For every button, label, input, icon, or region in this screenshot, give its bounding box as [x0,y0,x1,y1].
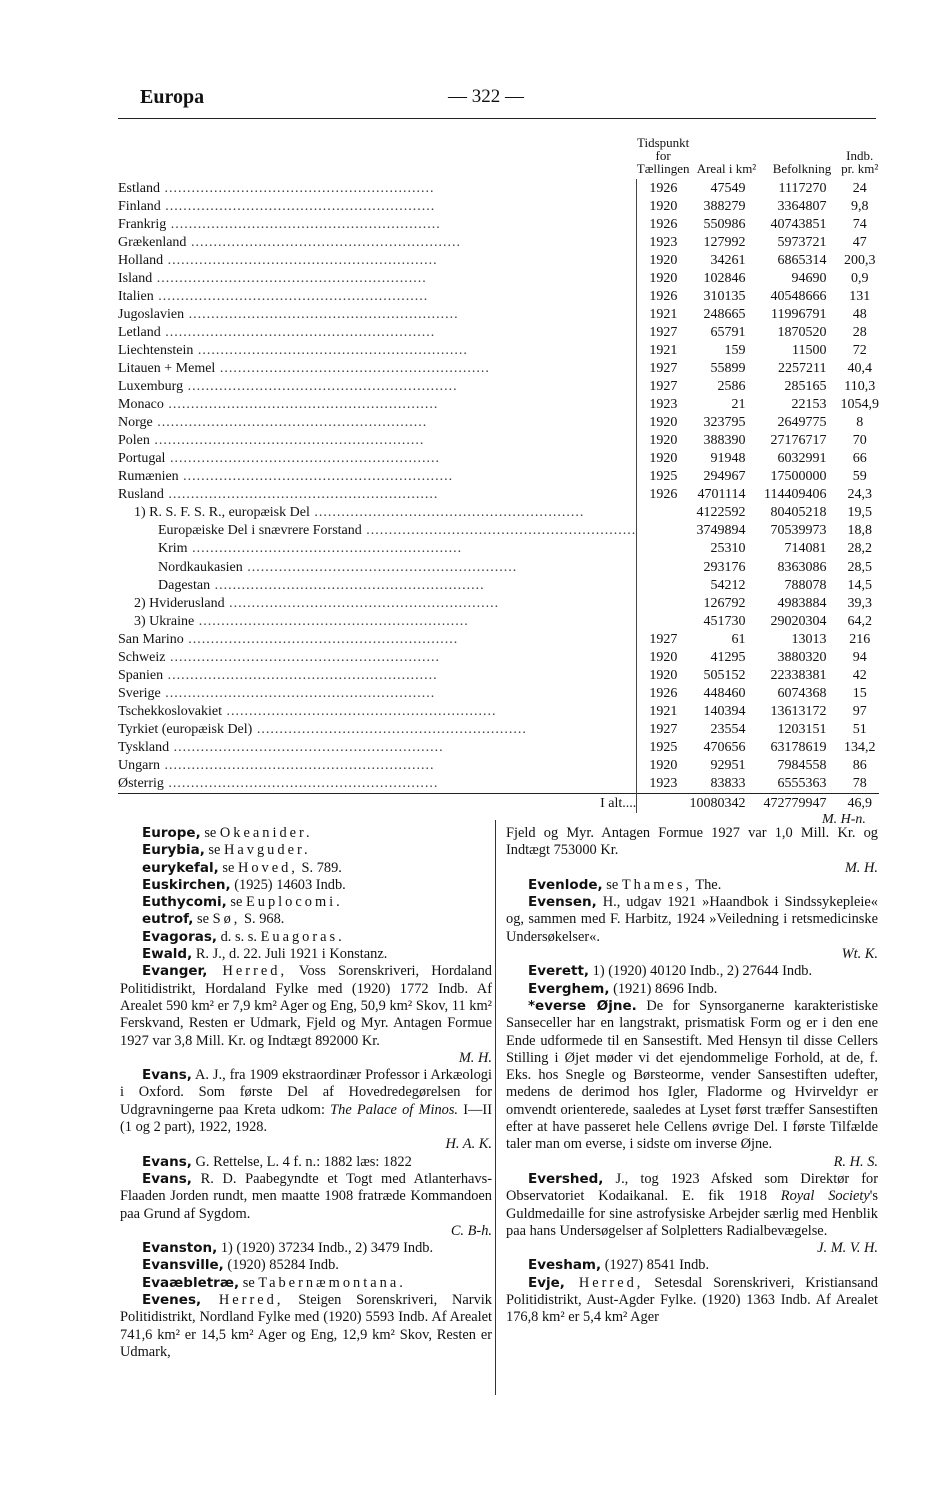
header-rule [118,118,876,119]
population-value: 22153 [791,397,827,413]
entry-evenes-signature: M. H. [844,859,878,876]
population-value: 80405218 [770,505,827,521]
leader-dots: ............................................................ [152,415,428,431]
table-row [118,558,879,576]
density-value: 15 [852,685,867,701]
population-value: 8363086 [777,559,827,575]
area-value: 310135 [703,288,746,304]
density-value: 47 [852,234,867,250]
country-name: Italien ............................................................ [118,288,429,304]
page-number: — 322 — [448,86,524,107]
country-name: Tschekkoslovakiet ............................................................ [118,703,497,719]
table-row [118,702,879,720]
census-year: 1927 [637,630,690,648]
entry-euskirchen: Euskirchen, (1925) 14603 Indb. [142,876,346,893]
country-name: Polen ............................................................ [118,433,425,449]
area-value: 388390 [703,433,746,449]
population-value: 3880320 [777,649,827,665]
table-row [118,378,879,396]
table-row [118,414,879,432]
leader-dots: ............................................................ [178,469,454,485]
page-region-title: Europa [140,86,205,108]
total-population: 472779947 [763,793,840,813]
area-value: 2586 [717,379,746,395]
country-name: Holland ............................................................ [118,252,438,268]
leader-dots: ............................................................ [165,649,440,665]
census-year [637,594,690,612]
leader-dots: ............................................................ [194,613,469,629]
country-name: Europæiske Del i snævrere Forstand ............................................................ [158,523,637,539]
population-value: 70539973 [770,523,827,539]
country-name: Letland ............................................................ [118,324,436,340]
entry-euthycomi: Euthycomi, se Euplocomi. [142,894,343,911]
population-value: 1870520 [777,324,827,340]
country-name: Luxemburg ............................................................ [118,379,458,395]
census-year: 1926 [637,179,690,197]
area-value: 294967 [703,469,746,485]
leader-dots: ............................................................ [166,216,441,232]
table-row [118,269,879,287]
area-value: 65791 [710,324,746,340]
country-name: Island ............................................................ [118,270,427,286]
leader-dots: ............................................................ [163,252,438,268]
leader-dots: ............................................................ [242,559,518,575]
entry-evans-rd-signature: C. B-h. [450,1222,492,1239]
census-year: 1923 [637,396,690,414]
population-value: 13013 [791,631,827,647]
country-name: Litauen + Memel ............................................................ [118,360,490,376]
population-value: 285165 [784,379,827,395]
area-value: 4122592 [696,505,746,521]
population-value: 788078 [784,577,827,593]
col-density: Indb. pr. km² [841,148,879,176]
table-row [118,576,879,594]
leader-dots: ............................................................ [165,451,440,467]
census-year: 1925 [637,468,690,486]
area-value: 21 [731,397,746,413]
country-name: Monaco ............................................................ [118,397,439,413]
table-row [118,612,879,630]
population-value: 1117270 [778,180,827,196]
country-name: Dagestan ............................................................ [158,577,485,593]
entry-eurybia: Eurybia, se Havguder. [142,842,311,859]
area-value: 4701114 [697,487,746,503]
leader-dots: ............................................................ [309,505,585,521]
census-year: 1923 [637,233,690,251]
country-name: Estland ............................................................ [118,180,435,196]
country-name: Ungarn ............................................................ [118,758,435,774]
country-name: Krim ............................................................ [158,541,463,557]
area-value: 126792 [703,595,746,611]
leader-dots: ............................................................ [187,541,463,557]
population-value: 6032991 [777,451,827,467]
leader-dots: ............................................................ [184,306,459,322]
leader-dots: ............................................................ [224,595,500,611]
leader-dots: ............................................................ [153,288,429,304]
area-value: 54212 [710,577,746,593]
entry-evje: Evje, Herred, Setesdal Sorenskriveri, Kristiansand Politidistrikt, Aust-Agder Fylke. (1920) 1363 Indb. Af Arealet 176,8 km² er 5,4 km² Ager [506,1274,878,1326]
country-name: Nordkaukasien ............................................................ [158,559,518,575]
leader-dots: ............................................................ [163,397,439,413]
column-divider [495,820,496,1395]
country-name: San Marino ............................................................ [118,631,459,647]
density-value: 64,2 [847,613,872,629]
table-row [118,594,879,612]
area-value: 159 [724,342,746,358]
area-value: 248665 [703,306,746,322]
population-value: 22338381 [770,667,827,683]
entry-evans-g: Evans, G. Rettelse, L. 4 f. n.: 1882 læs: 1822 [142,1153,412,1170]
area-value: 448460 [703,685,746,701]
entry-evenes: Evenes, Herred, Steigen Sorenskriveri, Narvik Politidistrikt, Nordland Fylke med (1920) 5593 Indb. Af Arealet 741,6 km² er 14,5 km² Ager og Eng, 12,9 km² Skov, Resten er Udmark, [120,1292,492,1360]
census-year [637,612,690,630]
leader-dots: ............................................................ [152,270,427,286]
census-year: 1920 [637,757,690,775]
entry-evaaebletrae: Evaæbletræ, se Tabernæmontana. [142,1274,406,1291]
leader-dots: ............................................................ [215,360,490,376]
area-value: 505152 [703,667,746,683]
area-value: 323795 [703,415,746,431]
density-value: 97 [852,703,867,719]
area-value: 91948 [710,451,746,467]
census-year: 1920 [637,450,690,468]
population-value: 3364807 [777,198,827,214]
area-value: 61 [731,631,746,647]
entry-everse-signature: R. H. S. [833,1153,878,1170]
entry-eurykefal: eurykefal, se Hoved, S. 789. [142,859,342,876]
total-year [637,793,690,813]
entry-eutrof: eutrof, se Sø, S. 968. [142,911,285,928]
table-signature: M. H-n. [822,812,866,827]
population-value: 114409406 [763,487,827,503]
leader-dots: ............................................................ [160,180,435,196]
table-row [118,540,879,558]
census-year: 1920 [637,648,690,666]
density-value: 8 [856,415,864,431]
table-row [118,450,879,468]
census-year: 1927 [637,378,690,396]
census-year: 1926 [637,287,690,305]
entry-evagoras: Evagoras, d. s. s. Euagoras. [142,928,345,945]
leader-dots: ............................................................ [361,523,637,539]
census-year: 1926 [637,215,690,233]
entry-evanger: Evanger, Herred, Voss Sorenskriveri, Hordaland Politidistrikt, Hordaland Fylke med (1920) 1772 Indb. Af Arealet 590 km² er 7,9 km² Ager og Eng, 50,9 km² Skov, 11 km² Ferskvand, Resten er Udmark, Fjeld og Myr. Antagen Formue 1927 var 3,8 Mill. Kr. og Indtægt 892000 Kr. [120,963,492,1049]
census-year: 1926 [637,684,690,702]
total-area: 10080342 [689,793,763,813]
table-row [118,396,879,414]
density-value: 28,5 [847,559,872,575]
census-year: 1920 [637,197,690,215]
entry-evenes-continued: Fjeld og Myr. Antagen Formue 1927 var 1,0 Mill. Kr. og Indtægt 753000 Kr. [506,825,878,859]
table-row [118,630,879,648]
density-value: 14,5 [847,577,872,593]
population-value: 4983884 [777,595,827,611]
table-row [118,251,879,269]
census-year [637,522,690,540]
area-value: 55899 [710,360,746,376]
table-row [118,323,879,341]
density-value: 9,8 [850,198,869,214]
leader-dots: ............................................................ [160,758,435,774]
col-census: Tidspunkt for Tællingen [636,135,690,176]
table-row [118,233,879,251]
entry-ewald: Ewald, R. J., d. 22. Juli 1921 i Konstanz. [142,946,388,963]
area-value: 25310 [710,541,746,557]
density-value: 66 [852,451,867,467]
density-value: 1054,9 [840,397,879,413]
table-row [118,215,879,233]
leader-dots: ............................................................ [163,667,438,683]
table-row [118,432,879,450]
area-value: 47549 [710,180,746,196]
entry-evesham: Evesham, (1927) 8541 Indb. [528,1257,710,1274]
density-value: 51 [852,721,867,737]
population-value: 6555363 [777,776,827,792]
population-value: 17500000 [770,469,827,485]
table-row [118,287,879,305]
entry-evans-rd: Evans, R. D. Paabegyndte et Togt med Atlanterhavs-Flaaden Jorden rundt, men maatte 1908 fratræde Kommandoen paa Grund af Sygdom. [120,1170,492,1222]
table-row [118,504,879,522]
country-name: Schweiz ............................................................ [118,649,440,665]
density-value: 39,3 [847,595,872,611]
table-row [118,305,879,323]
entry-evans-aj: Evans, A. J., fra 1909 ekstraordinær Professor i Arkæologi i Oxford. Som første Del af Hovedredegørelsen for Udgravningerne paa Kreta udkom: The Palace of Minos. I—II (1 og 2 part), 1922, 1928. [120,1067,492,1136]
area-value: 3749894 [696,523,746,539]
col-name [118,136,637,179]
leader-dots: ............................................................ [163,487,439,503]
entry-evanger-signature: M. H. [458,1049,492,1066]
census-year: 1920 [637,251,690,269]
left-column [120,825,492,1361]
census-year [637,504,690,522]
country-name: Tyskland ............................................................ [118,739,444,755]
leader-dots: ............................................................ [163,776,439,792]
census-year: 1920 [637,269,690,287]
table-row [118,666,879,684]
country-name: 1) R. S. F. S. R., europæisk Del ............................................................ [134,505,585,521]
population-value: 27176717 [770,433,827,449]
density-value: 42 [852,667,867,683]
census-year: 1923 [637,775,690,794]
country-name: Norge ............................................................ [118,415,428,431]
density-value: 59 [852,469,867,485]
table-row [118,341,879,359]
density-value: 86 [852,758,867,774]
population-value: 2257211 [777,360,827,376]
density-value: 40,4 [847,360,872,376]
census-year: 1920 [637,414,690,432]
table-row [118,775,879,794]
leader-dots: ............................................................ [160,198,436,214]
entry-evensen-signature: Wt. K. [841,946,878,963]
census-year [637,540,690,558]
leader-dots: ............................................................ [183,631,459,647]
table-row [118,720,879,738]
entry-evanston: Evanston, 1) (1920) 37234 Indb., 2) 3479 Indb. [142,1240,434,1257]
density-value: 28,2 [847,541,872,557]
leader-dots: ............................................................ [252,721,527,737]
table-row [118,468,879,486]
population-table [118,136,879,813]
table-row [118,486,879,504]
area-value: 550986 [703,216,746,232]
density-value: 134,2 [843,739,876,755]
country-name: Spanien ............................................................ [118,667,438,683]
census-year: 1921 [637,305,690,323]
census-year: 1927 [637,323,690,341]
leader-dots: ............................................................ [210,577,485,593]
population-value: 63178619 [770,739,827,755]
population-value: 40548666 [770,288,827,304]
density-value: 18,8 [847,523,872,539]
table-body [118,179,879,813]
census-year: 1927 [637,359,690,377]
country-name: Grækenland ............................................................ [118,234,461,250]
density-value: 70 [852,433,867,449]
density-value: 19,5 [847,505,872,521]
right-column [506,825,878,1327]
entry-evensen: Evensen, H., udgav 1921 »Haandbok i Sindssykepleie« og, sammen med F. Harbitz, 1924 »Veiledning i retsmedicinske Undersøkelser«. [506,894,878,945]
density-value: 72 [852,342,867,358]
density-value: 216 [849,631,871,647]
population-value: 5973721 [777,234,827,250]
census-year: 1920 [637,432,690,450]
area-value: 83833 [710,776,746,792]
leader-dots: ............................................................ [160,685,436,701]
table-row [118,757,879,775]
area-value: 34261 [710,252,746,268]
table-row [118,197,879,215]
table-row [118,522,879,540]
census-year [637,576,690,594]
country-name: Rumænien ............................................................ [118,469,454,485]
entry-europe: Europe, se Okeanider. [142,825,313,841]
population-value: 1203151 [777,721,827,737]
area-value: 451730 [703,613,746,629]
area-value: 470656 [703,739,746,755]
census-year: 1926 [637,486,690,504]
entry-evershed: Evershed, J., tog 1923 Afsked som Direktør for Observatoriet Kodaikanal. E. fik 1918 Royal Society's Guldmedaille for sine astrofysiske Arbejder særlig med Henblik paa hans Undersøgelser af Solpletters Radialbevægelse. [506,1170,878,1239]
density-value: 0,9 [850,270,869,286]
total-label: I alt.... [118,793,637,813]
country-name: Jugoslavien ............................................................ [118,306,459,322]
table-row [118,648,879,666]
entry-everse-ojne: *everse Øjne. De for Synsorganerne karakteristiske Sanseceller har en langstrakt, prismatisk Form og er i den ene Ende udformede til en Sansestift. Med Hensyn til disse Cellers Stilling i Øjet møder vi det ejendommelige Forhold, at de, f. Eks. hos Snegle og Børsteorme, vender Sansestiften udefter, medens de derimod hos Igler, Fladorme og Hvirveldyr er omvendt orienterede, saaledes at Lyset først træffer Sansestiften efter at have passeret hele Cellens øvrige Del. I første Tilfælde taler man om everse, i sidste om inverse Øjne. [506,997,878,1153]
census-year: 1927 [637,720,690,738]
population-value: 40743851 [770,216,827,232]
census-year: 1925 [637,738,690,756]
country-name: Østerrig ............................................................ [118,776,439,792]
leader-dots: ............................................................ [160,324,436,340]
total-density: 46,9 [840,793,879,813]
country-name: Sverige ............................................................ [118,685,436,701]
col-population: Befolkning [772,161,832,176]
leader-dots: ............................................................ [183,379,458,395]
country-name: Tyrkiet (europæisk Del) ............................................................ [118,721,527,737]
density-value: 131 [849,288,871,304]
country-name: 2) Hviderusland ............................................................ [134,595,500,611]
country-name: Finland ............................................................ [118,198,436,214]
population-value: 2649775 [777,415,827,431]
entry-everghem: Everghem, (1921) 8696 Indb. [528,980,718,997]
population-value: 7984558 [777,758,827,774]
density-value: 28 [852,324,867,340]
population-value: 13613172 [770,703,827,719]
area-value: 140394 [703,703,746,719]
leader-dots: ............................................................ [186,234,461,250]
area-value: 92951 [710,758,746,774]
leader-dots: ............................................................ [222,703,497,719]
area-value: 388279 [703,198,746,214]
density-value: 74 [852,216,867,232]
country-name: Portugal ............................................................ [118,451,440,467]
table-row [118,684,879,702]
leader-dots: ............................................................ [193,342,468,358]
population-value: 714081 [784,541,827,557]
density-value: 48 [852,306,867,322]
entry-everett: Everett, 1) (1920) 40120 Indb., 2) 27644 Indb. [528,963,813,980]
entry-evans-aj-signature: H. A. K. [445,1136,492,1153]
density-value: 200,3 [843,252,876,268]
area-value: 41295 [710,649,746,665]
census-year: 1920 [637,666,690,684]
census-year: 1921 [637,341,690,359]
population-value: 29020304 [770,613,827,629]
entry-evershed-signature: J. M. V. H. [817,1240,878,1257]
leader-dots: ............................................................ [149,433,425,449]
population-value: 11500 [791,342,827,358]
density-value: 78 [852,776,867,792]
area-value: 127992 [703,234,746,250]
entry-evenlode: Evenlode, se Thames, The. [528,876,722,893]
table-row [118,738,879,756]
country-name: Liechtenstein ............................................................ [118,342,468,358]
density-value: 94 [852,649,867,665]
area-value: 23554 [710,721,746,737]
country-name: Frankrig ............................................................ [118,216,441,232]
entry-evansville: Evansville, (1920) 85284 Indb. [142,1257,339,1274]
population-value: 6865314 [777,252,827,268]
census-year: 1921 [637,702,690,720]
census-year [637,558,690,576]
density-value: 24,3 [847,487,872,503]
population-value: 11996791 [770,306,827,322]
density-value: 24 [852,180,867,196]
area-value: 293176 [703,559,746,575]
leader-dots: ............................................................ [169,739,444,755]
total-row [118,793,879,813]
population-value: 94690 [791,270,827,286]
col-area: Areal i km² [696,161,757,176]
density-value: 110,3 [844,379,876,395]
table-row [118,179,879,197]
population-value: 6074368 [777,685,827,701]
country-name: 3) Ukraine ............................................................ [134,613,469,629]
table-row [118,359,879,377]
country-name: Rusland ............................................................ [118,487,439,503]
area-value: 102846 [703,270,746,286]
